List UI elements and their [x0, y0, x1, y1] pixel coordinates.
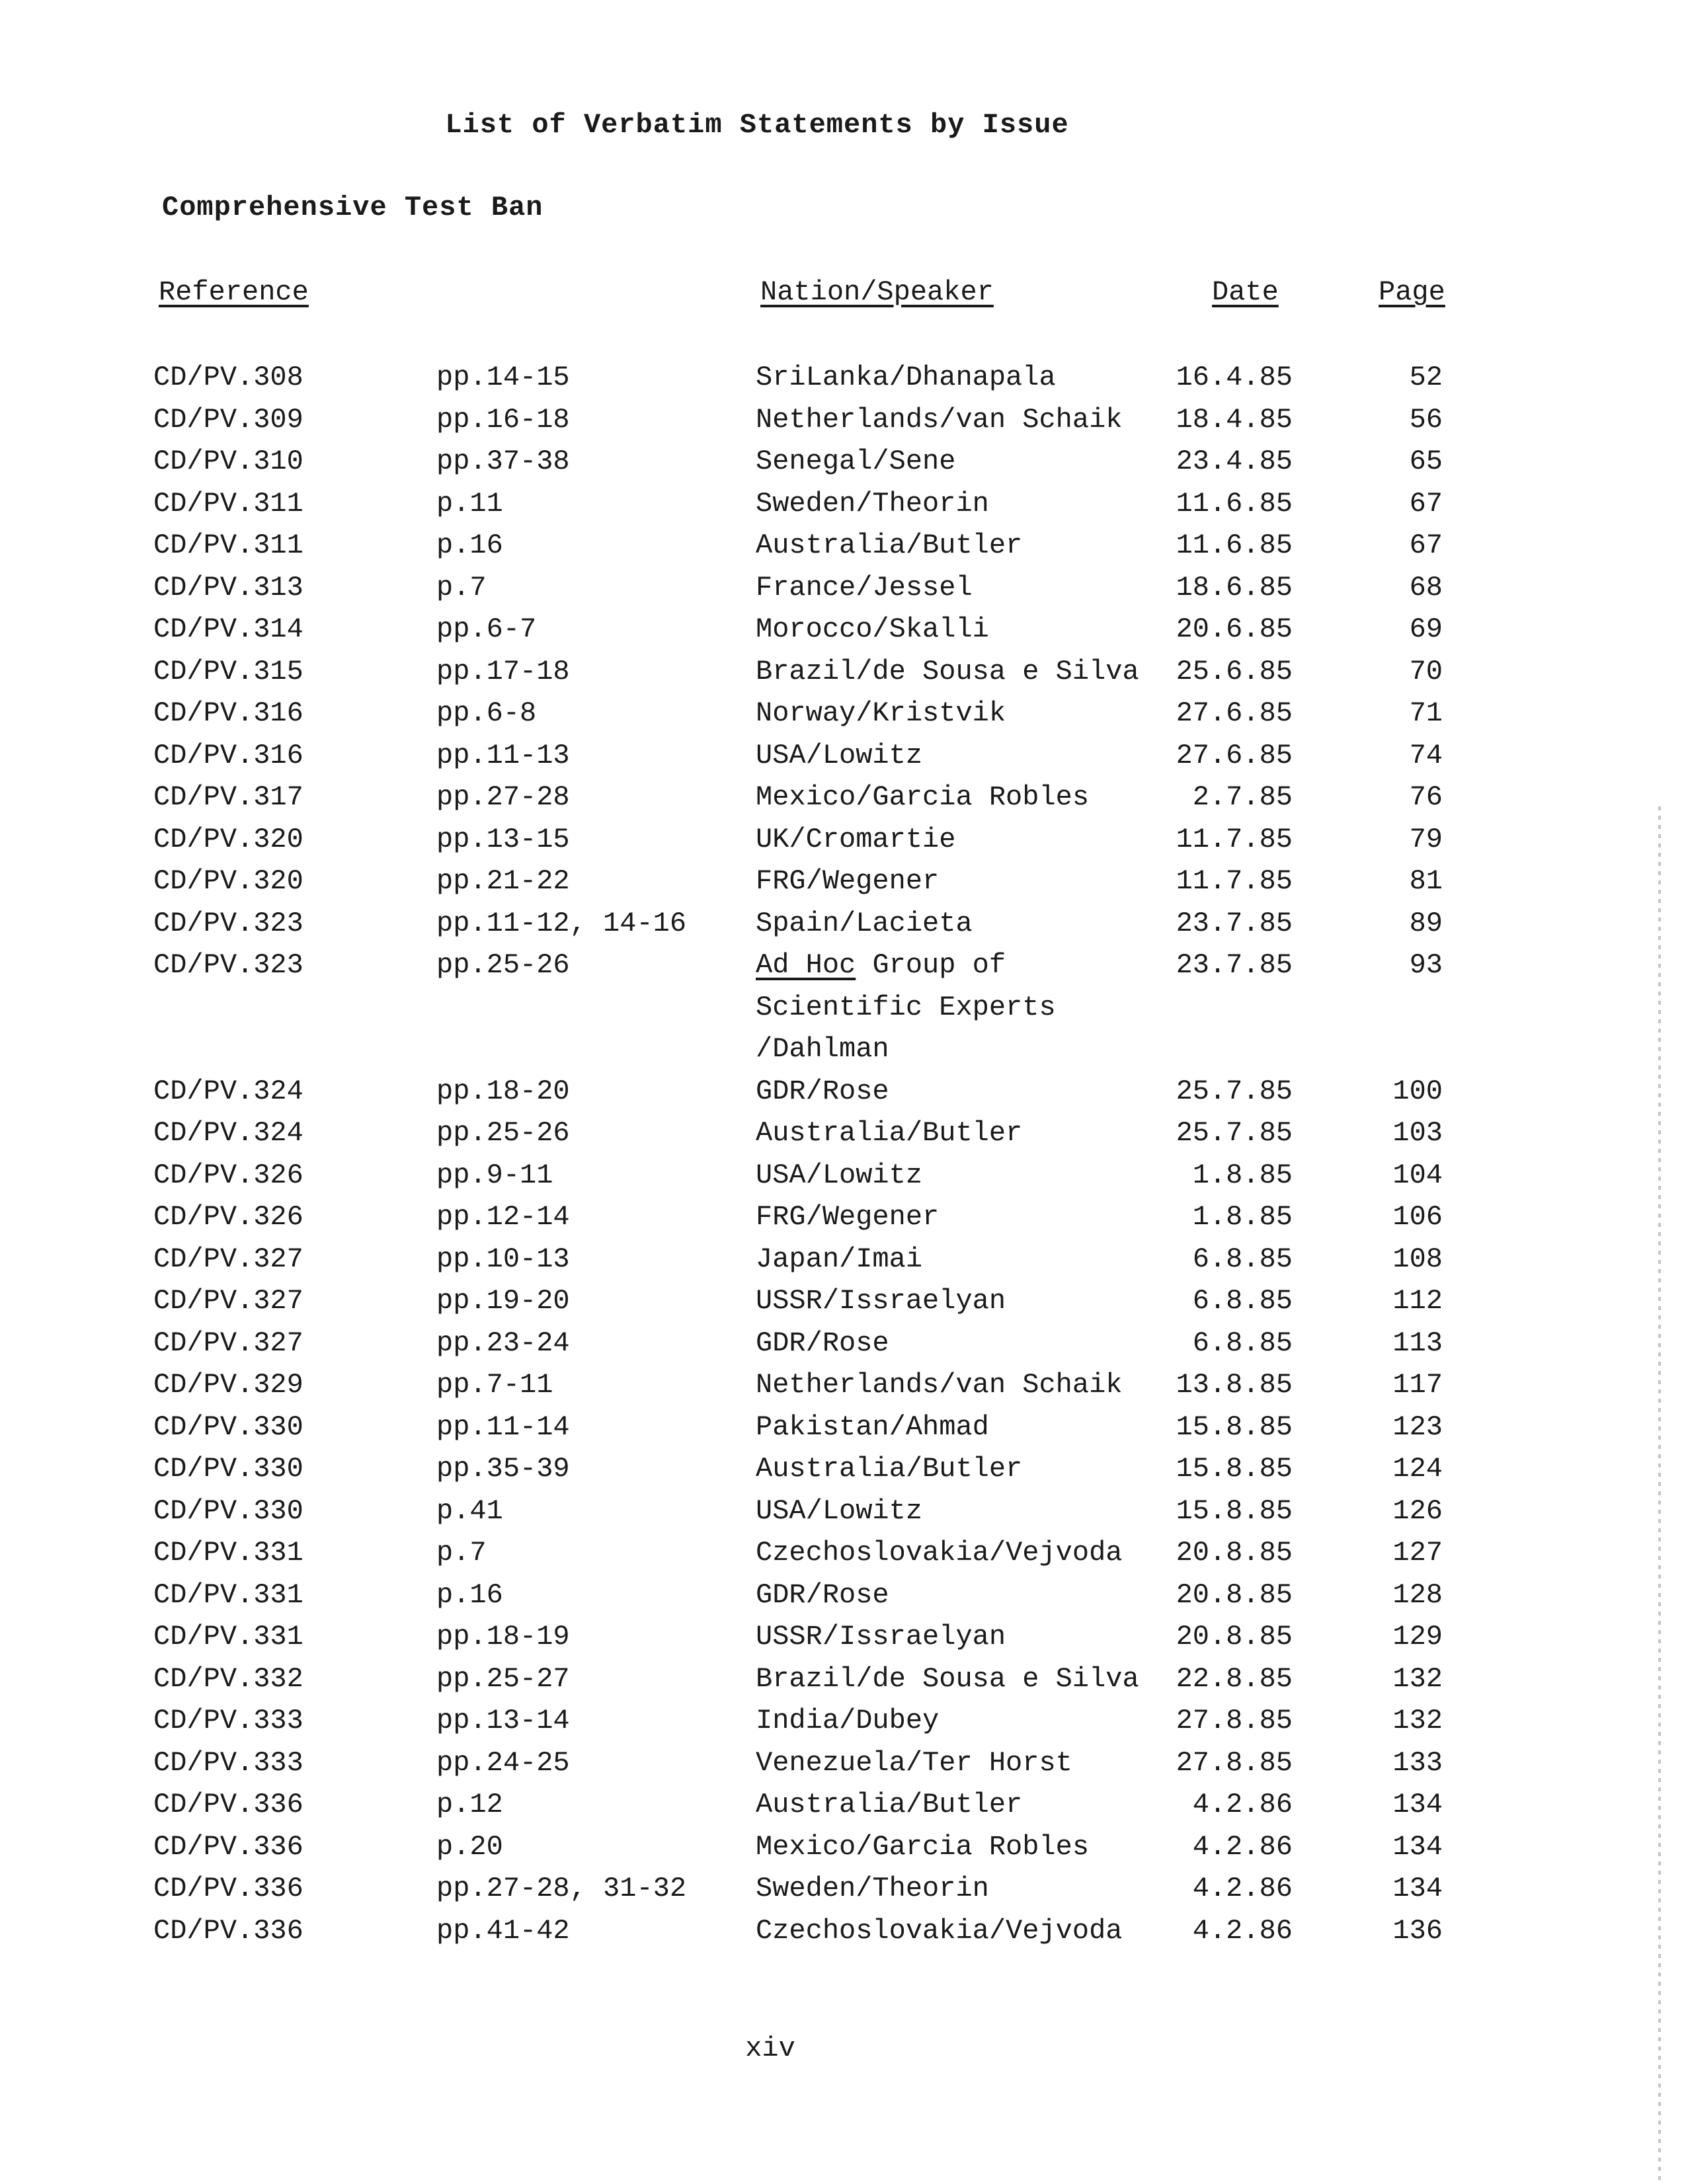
pages-cell: pp.6-7	[436, 613, 537, 645]
table-row	[0, 651, 1686, 693]
pages-cell: pp.11-13	[436, 739, 570, 771]
pages-cell: pp.12-14	[436, 1201, 570, 1233]
page-cell: 100	[1392, 1075, 1443, 1107]
date-cell: 6.8.85	[1192, 1327, 1293, 1359]
date-cell: 15.8.85	[1176, 1453, 1293, 1485]
pages-cell: pp.41-42	[436, 1914, 570, 1947]
pages-cell: pp.6-8	[436, 697, 537, 729]
pages-cell: pp.13-14	[436, 1705, 570, 1736]
nation-speaker-cell: Senegal/Sene	[756, 446, 956, 477]
pages-cell: pp.25-26	[436, 949, 570, 981]
page-cell: 104	[1392, 1159, 1443, 1191]
reference-cell: CD/PV.324	[153, 1075, 303, 1107]
page-cell: 127	[1392, 1537, 1443, 1569]
nation-speaker-cell: USA/Lowitz	[756, 1495, 923, 1527]
reference-cell: CD/PV.315	[153, 655, 303, 687]
nation-speaker-cell: Australia/Butler	[756, 1453, 1023, 1485]
nation-underlined-text: Ad Hoc	[756, 949, 856, 981]
reference-cell: CD/PV.313	[153, 571, 303, 604]
scan-edge-mark	[1658, 806, 1661, 2181]
table-row	[0, 1112, 1686, 1155]
pages-cell: pp.14-15	[436, 362, 570, 393]
reference-cell: CD/PV.326	[153, 1159, 303, 1191]
pages-cell: pp.7-11	[436, 1369, 553, 1401]
page-cell: 67	[1409, 487, 1443, 520]
date-cell: 20.8.85	[1176, 1621, 1293, 1653]
date-cell: 4.2.86	[1192, 1789, 1293, 1820]
table-row	[0, 609, 1686, 651]
reference-cell: CD/PV.323	[153, 949, 303, 981]
nation-text: Group of Scientific Experts /Dahlman	[756, 949, 1056, 1065]
table-row	[0, 1196, 1686, 1239]
table-row	[0, 1658, 1686, 1701]
nation-speaker-cell: USSR/Issraelyan	[756, 1285, 1006, 1317]
column-header-nation-speaker: Nation/Speaker	[760, 276, 994, 308]
date-cell: 16.4.85	[1176, 362, 1293, 393]
nation-speaker-cell: Mexico/Garcia Robles	[756, 781, 1090, 813]
page-cell: 56	[1409, 403, 1443, 436]
pages-cell: pp.16-18	[436, 403, 570, 436]
reference-cell: CD/PV.314	[153, 613, 303, 645]
page-cell: 52	[1409, 362, 1443, 393]
nation-speaker-cell: Australia/Butler	[756, 1117, 1023, 1149]
reference-cell: CD/PV.331	[153, 1537, 303, 1569]
page-cell: 113	[1392, 1327, 1443, 1359]
reference-cell: CD/PV.320	[153, 865, 303, 897]
date-cell: 4.2.86	[1192, 1873, 1293, 1904]
table-row	[0, 1910, 1686, 1953]
page-cell: 81	[1409, 865, 1443, 897]
reference-cell: CD/PV.323	[153, 907, 303, 939]
nation-speaker-cell: GDR/Rose	[756, 1075, 889, 1107]
pages-cell: pp.27-28	[436, 781, 570, 813]
reference-cell: CD/PV.336	[153, 1873, 303, 1904]
table-row	[0, 1868, 1686, 1910]
date-cell: 22.8.85	[1176, 1662, 1293, 1695]
date-cell: 18.4.85	[1176, 403, 1293, 436]
table-row	[0, 945, 1686, 1071]
nation-speaker-cell: Czechoslovakia/Vejvoda	[756, 1914, 1123, 1947]
pages-cell: pp.24-25	[436, 1746, 570, 1779]
table-row	[0, 1532, 1686, 1575]
table-row	[0, 1155, 1686, 1197]
date-cell: 15.8.85	[1176, 1411, 1293, 1443]
nation-speaker-cell: Brazil/de Sousa e Silva	[756, 1662, 1139, 1695]
page-cell: 76	[1409, 781, 1443, 813]
date-cell: 11.7.85	[1176, 823, 1293, 855]
pages-cell: pp.35-39	[436, 1453, 570, 1485]
table-row	[0, 819, 1686, 861]
reference-cell: CD/PV.333	[153, 1705, 303, 1736]
page-cell: 132	[1392, 1705, 1443, 1736]
reference-cell: CD/PV.311	[153, 487, 303, 520]
pages-cell: p.20	[436, 1830, 503, 1863]
page-cell: 67	[1409, 529, 1443, 561]
table-row	[0, 1239, 1686, 1281]
nation-speaker-cell: France/Jessel	[756, 571, 973, 604]
nation-speaker-cell: FRG/Wegener	[756, 865, 940, 897]
table-row	[0, 525, 1686, 567]
nation-speaker-cell: Morocco/Skalli	[756, 613, 989, 645]
reference-cell: CD/PV.330	[153, 1453, 303, 1485]
date-cell: 20.8.85	[1176, 1537, 1293, 1569]
page-cell: 79	[1409, 823, 1443, 855]
nation-speaker-cell: Netherlands/van Schaik	[756, 1369, 1123, 1401]
pages-cell: pp.17-18	[436, 655, 570, 687]
page-cell: 70	[1409, 655, 1443, 687]
table-row	[0, 1742, 1686, 1785]
reference-cell: CD/PV.336	[153, 1789, 303, 1820]
nation-speaker-cell: Norway/Kristvik	[756, 697, 1006, 729]
date-cell: 25.7.85	[1176, 1117, 1293, 1149]
page-cell: 133	[1392, 1746, 1443, 1779]
date-cell: 27.8.85	[1176, 1746, 1293, 1779]
page-cell: 129	[1392, 1621, 1443, 1653]
reference-cell: CD/PV.336	[153, 1830, 303, 1863]
date-cell: 1.8.85	[1192, 1201, 1293, 1233]
reference-cell: CD/PV.332	[153, 1662, 303, 1695]
pages-cell: pp.11-12, 14-16	[436, 907, 687, 939]
pages-cell: pp.9-11	[436, 1159, 553, 1191]
nation-speaker-cell: Mexico/Garcia Robles	[756, 1830, 1090, 1863]
table-row	[0, 735, 1686, 777]
table-row	[0, 1364, 1686, 1407]
nation-speaker-cell: Spain/Lacieta	[756, 907, 973, 939]
pages-cell: p.41	[436, 1495, 503, 1527]
page-cell: 68	[1409, 571, 1443, 604]
date-cell: 18.6.85	[1176, 571, 1293, 604]
date-cell: 27.6.85	[1176, 697, 1293, 729]
reference-cell: CD/PV.316	[153, 697, 303, 729]
column-header-reference: Reference	[159, 276, 309, 308]
page-cell: 65	[1409, 446, 1443, 477]
page-cell: 69	[1409, 613, 1443, 645]
nation-speaker-cell: Pakistan/Ahmad	[756, 1411, 989, 1443]
date-cell: 11.6.85	[1176, 529, 1293, 561]
reference-cell: CD/PV.311	[153, 529, 303, 561]
nation-speaker-cell: Netherlands/van Schaik	[756, 403, 1123, 436]
page-cell: 106	[1392, 1201, 1443, 1233]
section-heading: Comprehensive Test Ban	[162, 192, 543, 223]
date-cell: 11.7.85	[1176, 865, 1293, 897]
statements-table	[0, 357, 1686, 1952]
table-row	[0, 441, 1686, 483]
table-row	[0, 567, 1686, 609]
page-title: List of Verbatim Statements by Issue	[445, 109, 1069, 141]
date-cell: 13.8.85	[1176, 1369, 1293, 1401]
reference-cell: CD/PV.316	[153, 739, 303, 771]
page-cell: 103	[1392, 1117, 1443, 1149]
page-cell: 71	[1409, 697, 1443, 729]
pages-cell: pp.27-28, 31-32	[436, 1873, 687, 1904]
nation-speaker-cell: UK/Cromartie	[756, 823, 956, 855]
table-row	[0, 1616, 1686, 1658]
reference-cell: CD/PV.308	[153, 362, 303, 393]
page-cell: 93	[1409, 949, 1443, 981]
reference-cell: CD/PV.309	[153, 403, 303, 436]
page-cell: 128	[1392, 1579, 1443, 1611]
nation-speaker-cell: Australia/Butler	[756, 1789, 1023, 1820]
reference-cell: CD/PV.329	[153, 1369, 303, 1401]
date-cell: 4.2.86	[1192, 1914, 1293, 1947]
reference-cell: CD/PV.317	[153, 781, 303, 813]
reference-cell: CD/PV.331	[153, 1621, 303, 1653]
pages-cell: pp.21-22	[436, 865, 570, 897]
date-cell: 15.8.85	[1176, 1495, 1293, 1527]
pages-cell: pp.13-15	[436, 823, 570, 855]
nation-speaker-cell: GDR/Rose	[756, 1579, 889, 1611]
nation-speaker-cell: Brazil/de Sousa e Silva	[756, 655, 1139, 687]
date-cell: 27.8.85	[1176, 1705, 1293, 1736]
pages-cell: pp.19-20	[436, 1285, 570, 1317]
table-row	[0, 483, 1686, 526]
page-cell: 123	[1392, 1411, 1443, 1443]
pages-cell: p.12	[436, 1789, 503, 1820]
pages-cell: p.16	[436, 1579, 503, 1611]
date-cell: 1.8.85	[1192, 1159, 1293, 1191]
pages-cell: pp.10-13	[436, 1243, 570, 1275]
nation-speaker-cell: Czechoslovakia/Vejvoda	[756, 1537, 1123, 1569]
date-cell: 23.4.85	[1176, 446, 1293, 477]
page-cell: 112	[1392, 1285, 1443, 1317]
date-cell: 23.7.85	[1176, 907, 1293, 939]
reference-cell: CD/PV.327	[153, 1243, 303, 1275]
page-cell: 134	[1392, 1789, 1443, 1820]
page-cell: 117	[1392, 1369, 1443, 1401]
table-row	[0, 903, 1686, 945]
nation-speaker-cell: Venezuela/Ter Horst	[756, 1746, 1072, 1779]
reference-cell: CD/PV.320	[153, 823, 303, 855]
date-cell: 25.6.85	[1176, 655, 1293, 687]
pages-cell: pp.11-14	[436, 1411, 570, 1443]
pages-cell: pp.25-27	[436, 1662, 570, 1695]
reference-cell: CD/PV.330	[153, 1411, 303, 1443]
reference-cell: CD/PV.310	[153, 446, 303, 477]
table-row	[0, 1448, 1686, 1491]
pages-cell: p.7	[436, 1537, 487, 1569]
table-row	[0, 861, 1686, 903]
nation-speaker-cell: GDR/Rose	[756, 1327, 889, 1359]
column-header-date: Date	[1212, 276, 1279, 308]
reference-cell: CD/PV.331	[153, 1579, 303, 1611]
page-cell: 89	[1409, 907, 1443, 939]
reference-cell: CD/PV.330	[153, 1495, 303, 1527]
reference-cell: CD/PV.327	[153, 1285, 303, 1317]
reference-cell: CD/PV.326	[153, 1201, 303, 1233]
page-cell: 124	[1392, 1453, 1443, 1485]
page-cell: 134	[1392, 1830, 1443, 1863]
page-cell: 136	[1392, 1914, 1443, 1947]
pages-cell: pp.23-24	[436, 1327, 570, 1359]
pages-cell: p.11	[436, 487, 503, 520]
reference-cell: CD/PV.324	[153, 1117, 303, 1149]
page-cell: 126	[1392, 1495, 1443, 1527]
date-cell: 11.6.85	[1176, 487, 1293, 520]
nation-speaker-cell: USA/Lowitz	[756, 739, 923, 771]
page-number: xiv	[745, 2033, 795, 2064]
table-row	[0, 1784, 1686, 1826]
table-row	[0, 1071, 1686, 1113]
pages-cell: p.16	[436, 529, 503, 561]
nation-speaker-cell: Sweden/Theorin	[756, 1873, 989, 1904]
nation-speaker-cell: USA/Lowitz	[756, 1159, 923, 1191]
date-cell: 4.2.86	[1192, 1830, 1293, 1863]
nation-speaker-cell: Japan/Imai	[756, 1243, 923, 1275]
reference-cell: CD/PV.327	[153, 1327, 303, 1359]
table-row	[0, 357, 1686, 399]
pages-cell: pp.25-26	[436, 1117, 570, 1149]
page-cell: 108	[1392, 1243, 1443, 1275]
table-row	[0, 1407, 1686, 1449]
date-cell: 20.8.85	[1176, 1579, 1293, 1611]
table-row	[0, 399, 1686, 442]
date-cell: 27.6.85	[1176, 739, 1293, 771]
table-row	[0, 777, 1686, 819]
nation-speaker-cell: Australia/Butler	[756, 529, 1023, 561]
pages-cell: p.7	[436, 571, 487, 604]
page-cell: 74	[1409, 739, 1443, 771]
table-row	[0, 1575, 1686, 1617]
table-row	[0, 1280, 1686, 1323]
table-row	[0, 1826, 1686, 1869]
nation-speaker-cell: USSR/Issraelyan	[756, 1621, 1006, 1653]
nation-speaker-cell: India/Dubey	[756, 1705, 940, 1736]
reference-cell: CD/PV.336	[153, 1914, 303, 1947]
date-cell: 6.8.85	[1192, 1285, 1293, 1317]
date-cell: 2.7.85	[1192, 781, 1293, 813]
table-row	[0, 1491, 1686, 1533]
page-cell: 134	[1392, 1873, 1443, 1904]
table-row	[0, 693, 1686, 735]
pages-cell: pp.18-20	[436, 1075, 570, 1107]
nation-speaker-cell: FRG/Wegener	[756, 1201, 940, 1233]
nation-speaker-cell	[756, 945, 1056, 1071]
nation-speaker-cell: Sweden/Theorin	[756, 487, 989, 520]
date-cell: 6.8.85	[1192, 1243, 1293, 1275]
table-row	[0, 1323, 1686, 1365]
reference-cell: CD/PV.333	[153, 1746, 303, 1779]
date-cell: 25.7.85	[1176, 1075, 1293, 1107]
column-header-page: Page	[1379, 276, 1445, 308]
table-header	[0, 276, 1686, 316]
pages-cell: pp.37-38	[436, 446, 570, 477]
pages-cell: pp.18-19	[436, 1621, 570, 1653]
date-cell: 23.7.85	[1176, 949, 1293, 981]
nation-speaker-cell: SriLanka/Dhanapala	[756, 362, 1056, 393]
date-cell: 20.6.85	[1176, 613, 1293, 645]
table-row	[0, 1700, 1686, 1742]
page-cell: 132	[1392, 1662, 1443, 1695]
